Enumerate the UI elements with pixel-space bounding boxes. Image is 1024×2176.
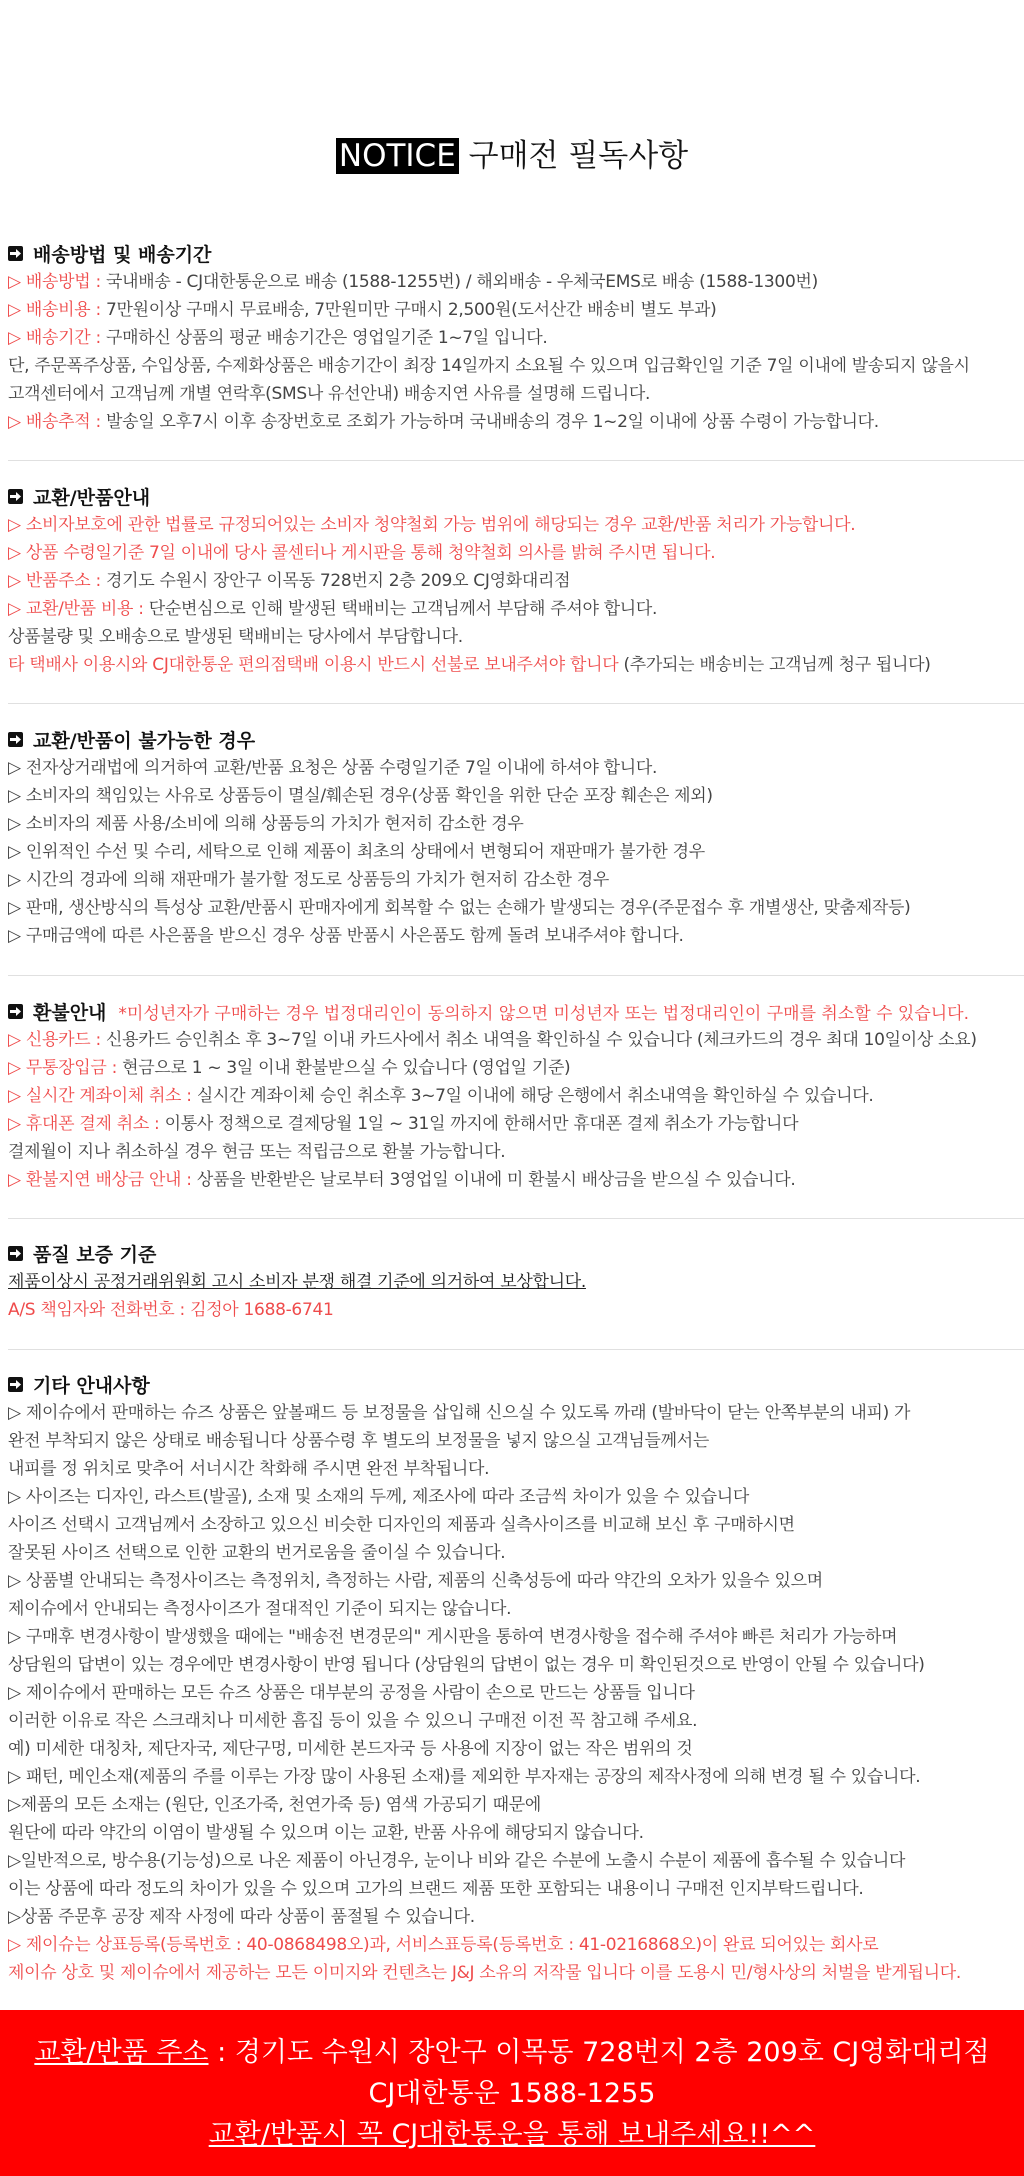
- quality-section: [8, 1238, 1012, 1324]
- arrow-box-icon: [8, 1004, 23, 1019]
- page-title: [0, 136, 1024, 176]
- section-title: 배송방법 및 배송기간: [33, 243, 212, 266]
- list-item: ▷ 무통장입금 : 현금으로 1 ~ 3일 이내 환불받으실 수 있습니다 (영업일 기준): [8, 1058, 571, 1078]
- list-item: ▷ 구매후 변경사항이 발생했을 때에는 "배송전 변경문의" 게시판을 통하여 변경사항을 접수해 주셔야 빠른 처리가 가능하며: [8, 1627, 898, 1647]
- list-item: 예) 미세한 대칭차, 제단자국, 제단구멍, 미세한 본드자국 등 사용에 지장이 없는 작은 범위의 것: [8, 1739, 693, 1759]
- list-item: ▷ 교환/반품 비용 : 단순변심으로 인해 발생된 택배비는 고객님께서 부담해 주셔야 합니다.: [8, 599, 658, 619]
- quality-statement: 제품이상시 공정거래위원회 고시 소비자 분쟁 해결 기준에 의거하여 보상합니다.: [8, 1272, 586, 1292]
- exchange-section: [8, 481, 1012, 679]
- list-item: 제이슈에서 안내되는 측정사이즈가 절대적인 기준이 되지는 않습니다.: [8, 1599, 512, 1619]
- section-header: [8, 724, 1012, 754]
- refund-section: [8, 996, 1012, 1194]
- list-item: ▷ 배송비용 : 7만원이상 구매시 무료배송, 7만원미만 구매시 2,500원(도서산간 배송비 별도 부과): [8, 300, 717, 320]
- list-item: ▷ 환불지연 배상금 안내 : 상품을 반환받은 날로부터 3영업일 이내에 미 환불시 배상금을 받으실 수 있습니다.: [8, 1170, 796, 1190]
- list-item: 단, 주문폭주상품, 수입상품, 수제화상품은 배송기간이 최장 14일까지 소요될 수 있으며 입금확인일 기준 7일 이내에 발송되지 않을시: [8, 356, 970, 376]
- copyright-notice: 제이슈 상호 및 제이슈에서 제공하는 모든 이미지와 컨텐츠는 J&J 소유의 저작물 입니다 이를 도용시 민/형사상의 처벌을 받게됩니다.: [8, 1963, 961, 1983]
- return-address-label: 교환/반품 주소: [34, 2037, 209, 2068]
- list-item: ▷ 사이즈는 디자인, 라스트(발골), 소재 및 소재의 두께, 제조사에 따라 조금씩 차이가 있을 수 있습니다: [8, 1487, 749, 1507]
- divider: [8, 1218, 1024, 1219]
- section-title: 교환/반품이 불가능한 경우: [33, 729, 256, 752]
- courier-notice: 교환/반품시 꼭 CJ대한통운을 통해 보내주세요!!^^: [208, 2119, 816, 2150]
- list-item: 결제월이 지나 취소하실 경우 현금 또는 적립금으로 환불 가능합니다.: [8, 1142, 506, 1162]
- list-item: ▷ 소비자의 책임있는 사유로 상품등이 멸실/훼손된 경우(상품 확인을 위한 단순 포장 훼손은 제외): [8, 786, 713, 806]
- return-address-banner: [0, 2010, 1024, 2176]
- list-item: ▷ 배송추적 : 발송일 오후7시 이후 송장번호로 조회가 가능하며 국내배송의 경우 1~2일 이내에 상품 수령이 가능합니다.: [8, 412, 879, 432]
- list-item: ▷ 전자상거래법에 의거하여 교환/반품 요청은 상품 수령일기준 7일 이내에 하셔야 합니다.: [8, 758, 658, 778]
- arrow-box-icon: [8, 1246, 23, 1261]
- list-item: ▷ 패턴, 메인소재(제품의 주를 이루는 가장 많이 사용된 소재)를 제외한 부자재는 공장의 제작사정에 의해 변경 될 수 있습니다.: [8, 1767, 921, 1787]
- section-title: 교환/반품안내: [33, 486, 151, 509]
- list-item: ▷ 인위적인 수선 및 수리, 세탁으로 인해 제품이 최초의 상태에서 변형되어 재판매가 불가한 경우: [8, 842, 705, 862]
- divider: [8, 975, 1024, 976]
- list-item: ▷ 제이슈에서 판매하는 슈즈 상품은 앞볼패드 등 보정물을 삽입해 신으실 수 있도록 까래 (발바닥이 닫는 안쪽부분의 내피) 가: [8, 1403, 911, 1423]
- list-item: ▷ 휴대폰 결제 취소 : 이통사 정책으로 결제당월 1일 ~ 31일 까지에 한해서만 휴대폰 결제 취소가 가능합니다: [8, 1114, 799, 1134]
- list-item: ▷ 배송방법 : 국내배송 - CJ대한통운으로 배송 (1588-1255번) / 해외배송 - 우체국EMS로 배송 (1588-1300번): [8, 272, 818, 292]
- no-exchange-section: [8, 724, 1012, 950]
- arrow-box-icon: [8, 246, 23, 261]
- list-item: ▷ 배송기간 : 구매하신 상품의 평균 배송기간은 영업일기준 1~7일 입니다.: [8, 328, 548, 348]
- arrow-box-icon: [8, 732, 23, 747]
- page-title-text: 구매전 필독사항: [468, 138, 689, 174]
- list-item: ▷ 제이슈에서 판매하는 모든 슈즈 상품은 대부분의 공정을 사람이 손으로 만드는 상품들 입니다: [8, 1683, 695, 1703]
- section-header: [8, 1369, 1012, 1399]
- notice-label: NOTICE: [336, 138, 459, 174]
- list-item: 사이즈 선택시 고객님께서 소장하고 있으신 비슷한 디자인의 제품과 실측사이즈를 비교해 보신 후 구매하시면: [8, 1515, 795, 1535]
- list-item: ▷ 신용카드 : 신용카드 승인취소 후 3~7일 이내 카드사에서 취소 내역을 확인하실 수 있습니다 (체크카드의 경우 최대 10일이상 소요): [8, 1030, 977, 1050]
- list-item: 내피를 정 위치로 맞추어 서너시간 착화해 주시면 완전 부착됩니다.: [8, 1459, 490, 1479]
- list-item: 완전 부착되지 않은 상태로 배송됩니다 상품수령 후 별도의 보정물을 넣지 않으실 고객님들께서는: [8, 1431, 710, 1451]
- divider: [8, 703, 1024, 704]
- list-item: 원단에 따라 약간의 이염이 발생될 수 있으며 이는 교환, 반품 사유에 해당되지 않습니다.: [8, 1823, 644, 1843]
- list-item: 상품불량 및 오배송으로 발생된 택배비는 당사에서 부담합니다.: [8, 627, 463, 647]
- arrow-box-icon: [8, 1377, 23, 1392]
- list-item: ▷일반적으로, 방수용(기능성)으로 나온 제품이 아닌경우, 눈이나 비와 같은 수분에 노출시 수분이 제품에 흡수될 수 있습니다: [8, 1851, 906, 1871]
- list-item: ▷ 소비자의 제품 사용/소비에 의해 상품등의 가치가 현저히 감소한 경우: [8, 814, 524, 834]
- refund-minor-note: *미성년자가 구매하는 경우 법정대리인이 동의하지 않으면 미성년자 또는 법정대리인이 구매를 취소할 수 있습니다.: [118, 1003, 970, 1024]
- list-item: ▷ 판매, 생산방식의 특성상 교환/반품시 판매자에게 회복할 수 없는 손해가 발생되는 경우(주문접수 후 개별생산, 맞춤제작등): [8, 898, 911, 918]
- list-item: 상담원의 답변이 있는 경우에만 변경사항이 반영 됩니다 (상담원의 답변이 없는 경우 미 확인된것으로 반영이 안될 수 있습니다): [8, 1655, 925, 1675]
- divider: [8, 460, 1024, 461]
- list-item: ▷ 시간의 경과에 의해 재판매가 불가할 정도로 상품등의 가치가 현저히 감소한 경우: [8, 870, 609, 890]
- section-header: [8, 481, 1012, 511]
- return-address-text: : 경기도 수원시 장안구 이목동 728번지 2층 209호 CJ영화대리점: [208, 2037, 990, 2068]
- arrow-box-icon: [8, 489, 23, 504]
- section-header: [8, 996, 1012, 1026]
- list-item: 고객센터에서 고객님께 개별 연락후(SMS나 유선안내) 배송지연 사유를 설명해 드립니다.: [8, 384, 651, 404]
- courier-info: CJ대한통운 1588-1255: [368, 2078, 656, 2109]
- list-item: 타 택배사 이용시와 CJ대한통운 편의점택배 이용시 반드시 선불로 보내주셔야 합니다 (추가되는 배송비는 고객님께 청구 됩니다): [8, 655, 931, 675]
- section-header: [8, 238, 1012, 268]
- list-item: 이러한 이유로 작은 스크래치나 미세한 흠집 등이 있을 수 있으니 구매전 이전 꼭 참고해 주세요.: [8, 1711, 698, 1731]
- list-item: ▷ 구매금액에 따른 사은품을 받으신 경우 상품 반품시 사은품도 함께 돌려 보내주셔야 합니다.: [8, 926, 684, 946]
- section-title: 기타 안내사항: [33, 1374, 150, 1397]
- return-address-line: [0, 2032, 1024, 2073]
- list-item: ▷ 소비자보호에 관한 법률로 규정되어있는 소비자 청약철회 가능 범위에 해당되는 경우 교환/반품 처리가 가능합니다.: [8, 515, 856, 535]
- list-item: ▷ 실시간 계좌이체 취소 : 실시간 계좌이체 승인 취소후 3~7일 이내에 해당 은행에서 취소내역을 확인하실 수 있습니다.: [8, 1086, 874, 1106]
- list-item: 이는 상품에 따라 정도의 차이가 있을 수 있으며 고가의 브랜드 제품 또한 포함되는 내용이니 구매전 인지부탁드립니다.: [8, 1879, 864, 1899]
- list-item: 잘못된 사이즈 선택으로 인한 교환의 번거로움을 줄이실 수 있습니다.: [8, 1543, 506, 1563]
- list-item: ▷ 상품별 안내되는 측정사이즈는 측정위치, 측정하는 사람, 제품의 신축성등에 따라 약간의 오차가 있을수 있으며: [8, 1571, 823, 1591]
- divider: [8, 1349, 1024, 1350]
- list-item: ▷ 상품 수령일기준 7일 이내에 당사 콜센터나 게시판을 통해 청약철회 의사를 밝혀 주시면 됩니다.: [8, 543, 716, 563]
- list-item: ▷ 반품주소 : 경기도 수원시 장안구 이목동 728번지 2층 209오 CJ영화대리점: [8, 571, 571, 591]
- as-contact: A/S 책임자와 전화번호 : 김정아 1688-6741: [8, 1300, 334, 1320]
- etc-section: [8, 1369, 1012, 1987]
- section-title: 환불안내: [33, 1001, 107, 1024]
- list-item: ▷상품 주문후 공장 제작 사정에 따라 상품이 품절될 수 있습니다.: [8, 1907, 475, 1927]
- trademark-notice: ▷ 제이슈는 상표등록(등록번호 : 40-0868498오)과, 서비스표등록(등록번호 : 41-0216868오)이 완료 되어있는 회사로: [8, 1935, 879, 1955]
- list-item: ▷제품의 모든 소재는 (원단, 인조가죽, 천연가죽 등) 염색 가공되기 때문에: [8, 1795, 541, 1815]
- section-header: [8, 1238, 1012, 1268]
- section-title: 품질 보증 기준: [33, 1243, 157, 1266]
- delivery-section: [8, 238, 1012, 436]
